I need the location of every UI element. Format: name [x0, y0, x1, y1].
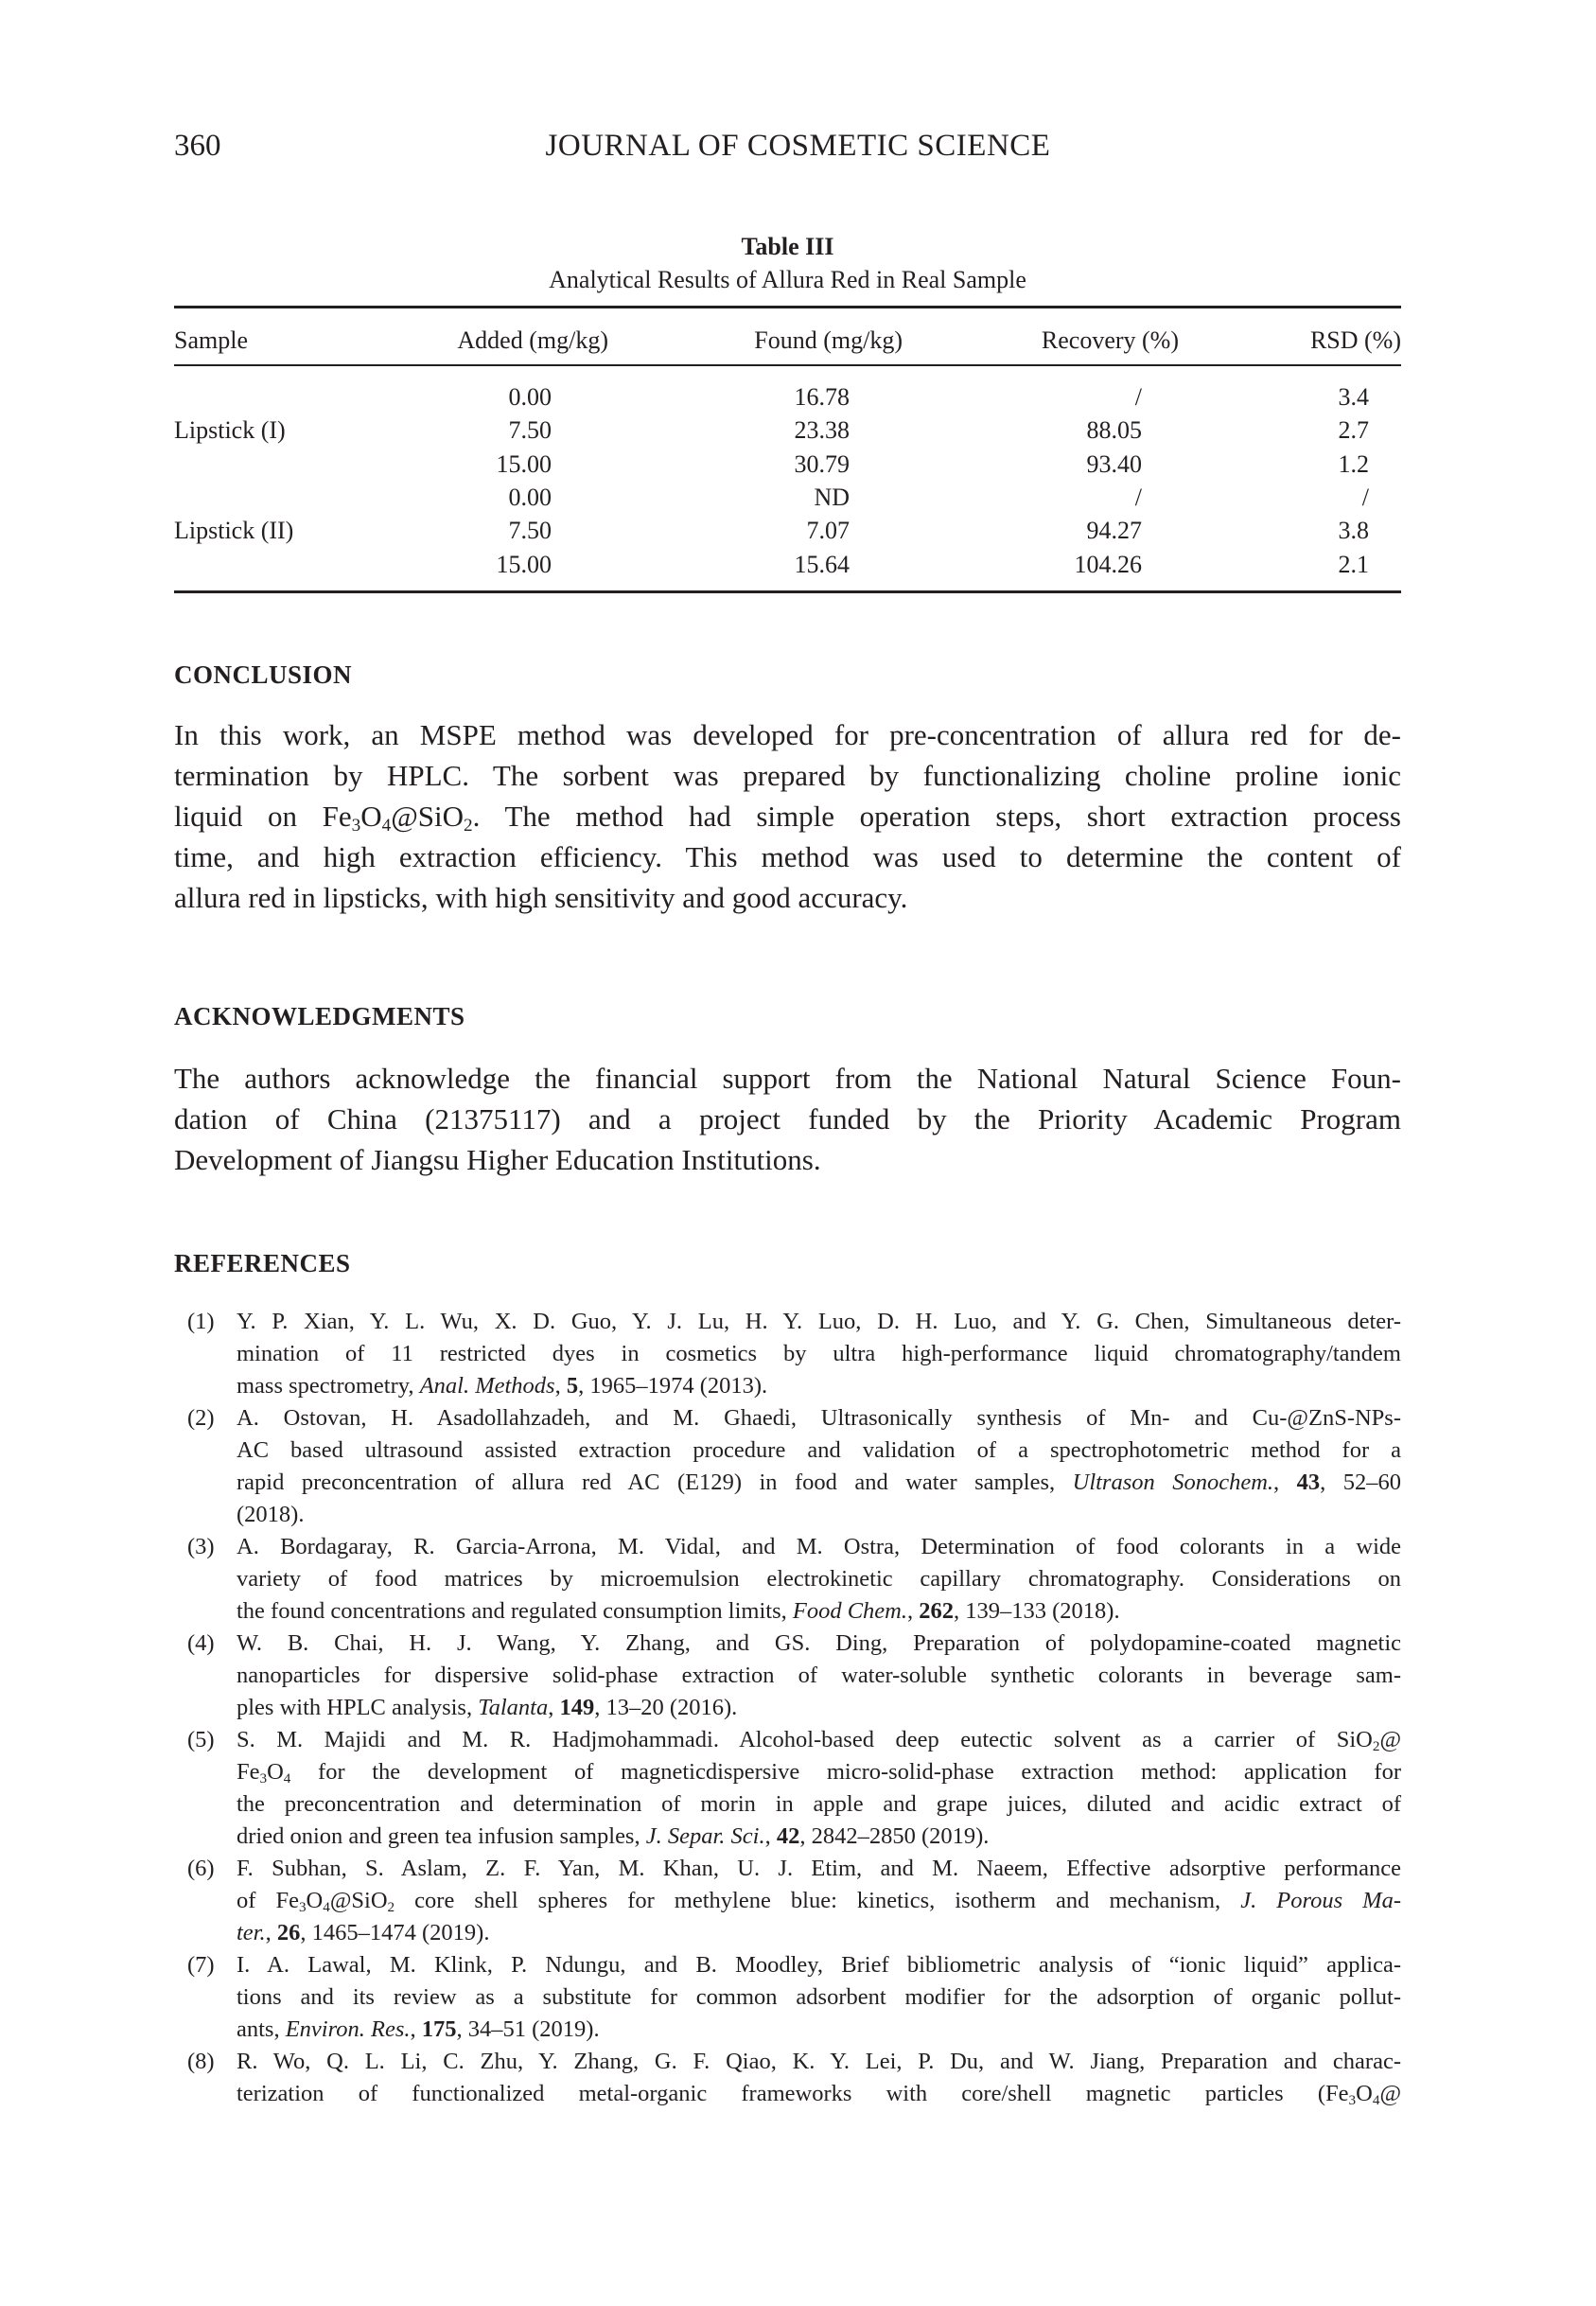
text-span: rapid preconcentration of allura red AC (E129) in food and water samples, [237, 1470, 1073, 1495]
text-span: , 139–133 (2018). [954, 1598, 1120, 1624]
text-span: , [265, 1920, 277, 1945]
text-span: @ [1379, 1727, 1401, 1752]
reference-text [237, 1531, 1401, 1628]
text-span: I. A. Lawal, M. Klink, P. Ndungu, and B. Moodley, Brief bibliometric analysis of “ionic liquid” applica- [237, 1952, 1401, 1978]
cell-added: 0.00 [508, 383, 552, 411]
subscript: 4 [381, 815, 392, 836]
text-line [237, 1531, 1401, 1563]
reference-list [174, 1306, 1401, 2110]
text-span: , 1465–1474 (2019). [300, 1920, 490, 1945]
cell-rsd: 3.4 [1338, 383, 1369, 411]
volume-number: 5 [566, 1373, 579, 1399]
subscript: 4 [323, 1898, 330, 1915]
cell-found: 30.79 [794, 449, 850, 478]
cell-found: 23.38 [794, 416, 850, 445]
column-header-sample: Sample [174, 326, 248, 354]
text-span: The authors acknowledge the financial support from the National Natural Science Foun- [174, 1062, 1401, 1095]
volume-number: 262 [919, 1598, 954, 1624]
subscript: 3 [298, 1898, 307, 1915]
volume-number: 149 [559, 1695, 595, 1720]
text-line [237, 1435, 1401, 1467]
subscript: 3 [351, 815, 361, 836]
text-span: Y. P. Xian, Y. L. Wu, X. D. Guo, Y. J. Lu, H. Y. Luo, D. H. Luo, and Y. G. Chen, Simultaneous deter- [237, 1309, 1401, 1334]
text-span: , [764, 1823, 777, 1849]
text-span: ples with HPLC analysis, [237, 1695, 479, 1720]
cell-found: 15.64 [794, 550, 850, 578]
reference-number: (8) [187, 2049, 215, 2074]
cell-rsd: 2.1 [1338, 550, 1369, 578]
text-span: In this work, an MSPE method was developed for pre-concentration of allura red for de- [174, 718, 1401, 751]
cell-sample: Lipstick (II) [174, 517, 294, 545]
reference-number: (3) [187, 1534, 215, 1559]
text-span: terization of functionalized metal-organic frameworks with core/shell magnetic particles (Fe [237, 2081, 1349, 2106]
text-span: , [1273, 1470, 1297, 1495]
section-heading-references: REFERENCES [174, 1249, 351, 1277]
reference-number: (4) [187, 1630, 215, 1656]
text-line [237, 1981, 1401, 2014]
page-number: 360 [174, 129, 221, 163]
cell-recovery: / [1134, 483, 1142, 511]
reference-item [174, 1531, 1401, 1628]
journal-name: ter. [237, 1920, 266, 1945]
text-line [237, 1885, 1401, 1917]
text-line [174, 1058, 1401, 1099]
text-line [174, 1099, 1401, 1139]
text-span: for the development of magneticdispersive micro-solid-phase extraction method: application for [290, 1759, 1401, 1785]
text-span: , 13–20 (2016). [594, 1695, 738, 1720]
cell-added: 15.00 [496, 449, 552, 478]
text-span: , [554, 1373, 567, 1399]
text-span: @SiO [329, 1888, 388, 1913]
subscript: 2 [387, 1898, 395, 1915]
text-line [237, 1467, 1401, 1499]
text-span: A. Bordagaray, R. Garcia-Arrona, M. Vidal, and M. Ostra, Determination of food colorants in a wide [237, 1534, 1401, 1559]
text-span: , 34–51 (2019). [456, 2016, 600, 2042]
reference-text [237, 1949, 1401, 2046]
text-span: , [907, 1598, 920, 1624]
reference-item [174, 1853, 1401, 1949]
text-span: @SiO [391, 800, 465, 833]
section-heading-acknowledgments: ACKNOWLEDGMENTS [174, 1002, 465, 1030]
reference-text [237, 1402, 1401, 1531]
column-header-found: Found (mg/kg) [754, 326, 903, 354]
text-span: O [1356, 2081, 1373, 2106]
text-line [174, 755, 1401, 796]
column-header-recovery: Recovery (%) [1041, 326, 1179, 354]
text-line [237, 1692, 1401, 1724]
cell-added: 15.00 [496, 550, 552, 578]
text-span: mass spectrometry, [237, 1373, 420, 1399]
cell-recovery: 94.27 [1086, 517, 1142, 545]
journal-name: Ultrason Sonochem. [1072, 1470, 1274, 1495]
text-span: , [410, 2016, 422, 2042]
text-line [237, 1756, 1401, 1788]
journal-name: Environ. Res. [285, 2016, 411, 2042]
text-line [237, 1724, 1401, 1756]
table-header-rule [174, 364, 1401, 366]
subscript: 3 [259, 1769, 268, 1787]
text-line [237, 2014, 1401, 2046]
cell-recovery: 88.05 [1086, 416, 1142, 445]
reference-item [174, 1306, 1401, 1402]
volume-number: 26 [276, 1920, 301, 1945]
subscript: 4 [1372, 2091, 1380, 2108]
text-span: @ [1379, 2081, 1401, 2106]
reference-number: (1) [187, 1309, 215, 1334]
acknowledgments-paragraph [174, 1058, 1401, 1180]
cell-rsd: 3.8 [1338, 517, 1369, 545]
volume-number: 42 [776, 1823, 800, 1849]
cell-rsd: / [1361, 483, 1369, 511]
text-span: Development of Jiangsu Higher Education Institutions. [174, 1143, 821, 1176]
reference-text [237, 1853, 1401, 1949]
cell-recovery: / [1134, 383, 1142, 411]
reference-item [174, 1724, 1401, 1853]
cell-found: ND [814, 483, 850, 511]
cell-recovery: 104.26 [1074, 550, 1142, 578]
section-heading-conclusion: CONCLUSION [174, 660, 353, 689]
text-line [237, 1853, 1401, 1885]
table-caption: Analytical Results of Allura Red in Real Sample [549, 266, 1026, 293]
text-span: nanoparticles for dispersive solid-phase extraction of water-soluble synthetic colorants in beverage sam- [237, 1663, 1401, 1688]
subscript: 4 [283, 1769, 291, 1787]
text-span: the found concentrations and regulated consumption limits, [237, 1598, 793, 1624]
text-span: S. M. Majidi and M. R. Hadjmohammadi. Alcohol-based deep eutectic solvent as a carrier of SiO [237, 1727, 1373, 1752]
text-line [237, 1306, 1401, 1338]
journal-name: Talanta [478, 1695, 549, 1720]
cell-rsd: 2.7 [1338, 416, 1369, 445]
cell-sample: Lipstick (I) [174, 416, 286, 445]
text-span: , 52–60 [1320, 1470, 1402, 1495]
text-span: F. Subhan, S. Aslam, Z. F. Yan, M. Khan, U. J. Etim, and M. Naeem, Effective adsorptive performance [237, 1856, 1401, 1881]
cell-rsd: 1.2 [1338, 449, 1369, 478]
text-line [237, 1917, 1401, 1949]
table-label: Table III [741, 233, 834, 260]
text-span: dried onion and green tea infusion samples, [237, 1823, 646, 1849]
reference-number: (5) [187, 1727, 215, 1752]
cell-added: 0.00 [508, 483, 552, 511]
journal-name: J. Separ. Sci. [645, 1823, 765, 1849]
text-span: the preconcentration and determination of morin in apple and grape juices, diluted and acidic extract of [237, 1791, 1401, 1817]
cell-found: 16.78 [794, 383, 850, 411]
volume-number: 43 [1296, 1470, 1321, 1495]
text-span: ants, [237, 2016, 286, 2042]
text-span: mination of 11 restricted dyes in cosmetics by ultra high-performance liquid chromatography/tandem [237, 1341, 1401, 1366]
reference-item [174, 1628, 1401, 1724]
text-span: , [548, 1695, 560, 1720]
table-top-rule [174, 306, 1401, 308]
reference-number: (2) [187, 1405, 215, 1431]
reference-number: (6) [187, 1856, 215, 1881]
reference-item [174, 2046, 1401, 2110]
text-line [237, 1949, 1401, 1981]
subscript: 2 [1372, 1737, 1380, 1754]
reference-text [237, 1724, 1401, 1853]
text-span: W. B. Chai, H. J. Wang, Y. Zhang, and GS. Ding, Preparation of polydopamine-coated magnetic [237, 1630, 1401, 1656]
journal-running-title: JOURNAL OF COSMETIC SCIENCE [545, 129, 1051, 163]
text-span: of Fe [237, 1888, 299, 1913]
text-span: tions and its review as a substitute for common adsorbent modifier for the adsorption of organic pollut- [237, 1984, 1401, 2010]
text-line [237, 1821, 1401, 1853]
text-line [237, 1499, 1401, 1531]
table-bottom-rule [174, 590, 1401, 593]
text-span: , 1965–1974 (2013). [578, 1373, 768, 1399]
text-line [174, 836, 1401, 877]
reference-number: (7) [187, 1952, 215, 1978]
text-line [237, 1660, 1401, 1692]
subscript: 3 [1348, 2091, 1357, 2108]
text-line [237, 1402, 1401, 1435]
reference-text [237, 2046, 1401, 2110]
cell-found: 7.07 [806, 517, 850, 545]
conclusion-paragraph [174, 714, 1401, 918]
cell-added: 7.50 [508, 517, 552, 545]
text-line [237, 2078, 1401, 2110]
text-line [237, 1788, 1401, 1821]
cell-recovery: 93.40 [1086, 449, 1142, 478]
text-span: allura red in lipsticks, with high sensitivity and good accuracy. [174, 881, 908, 914]
cell-added: 7.50 [508, 416, 552, 445]
journal-name: Food Chem. [792, 1598, 907, 1624]
text-span: core shell spheres for methylene blue: kinetics, isotherm and mechanism, [395, 1888, 1241, 1913]
reference-item [174, 1949, 1401, 2046]
column-header-added: Added (mg/kg) [457, 326, 608, 354]
journal-name: Anal. Methods [419, 1373, 555, 1399]
subscript: 2 [464, 815, 473, 836]
text-span: . The method had simple operation steps, short extraction process [472, 800, 1401, 833]
text-line [237, 1338, 1401, 1370]
text-span: O [306, 1888, 324, 1913]
text-span: liquid on Fe [174, 800, 352, 833]
text-span: , 2842–2850 (2019). [799, 1823, 990, 1849]
reference-item [174, 1402, 1401, 1531]
text-span: (2018). [237, 1502, 305, 1527]
text-span: AC based ultrasound assisted extraction procedure and validation of a spectrophotometric method for a [237, 1437, 1401, 1463]
journal-name: J. Porous Ma- [1240, 1888, 1401, 1913]
text-span: R. Wo, Q. L. Li, C. Zhu, Y. Zhang, G. F. Qiao, K. Y. Lei, P. Du, and W. Jiang, Preparation and charac- [237, 2049, 1401, 2074]
reference-text [237, 1628, 1401, 1724]
text-line [237, 1563, 1401, 1595]
text-line [174, 714, 1401, 755]
text-span: A. Ostovan, H. Asadollahzadeh, and M. Ghaedi, Ultrasonically synthesis of Mn- and Cu-@ZnS-NPs- [237, 1405, 1401, 1431]
reference-text [237, 1306, 1401, 1402]
text-line [174, 877, 1401, 918]
text-span: time, and high extraction efficiency. This method was used to determine the content of [174, 840, 1401, 873]
text-line [237, 1370, 1401, 1402]
volume-number: 175 [421, 2016, 457, 2042]
text-line [174, 796, 1401, 836]
text-line [237, 1628, 1401, 1660]
text-span: termination by HPLC. The sorbent was prepared by functionalizing choline proline ionic [174, 759, 1401, 792]
text-line [237, 1595, 1401, 1628]
text-span: O [267, 1759, 284, 1785]
text-span: Fe [237, 1759, 260, 1785]
text-span: variety of food matrices by microemulsion electrokinetic capillary chromatography. Considerations on [237, 1566, 1401, 1592]
text-span: O [360, 800, 382, 833]
text-line [237, 2046, 1401, 2078]
text-span: dation of China (21375117) and a project funded by the Priority Academic Program [174, 1102, 1401, 1135]
column-header-rsd: RSD (%) [1309, 326, 1401, 354]
text-line [174, 1139, 1401, 1180]
